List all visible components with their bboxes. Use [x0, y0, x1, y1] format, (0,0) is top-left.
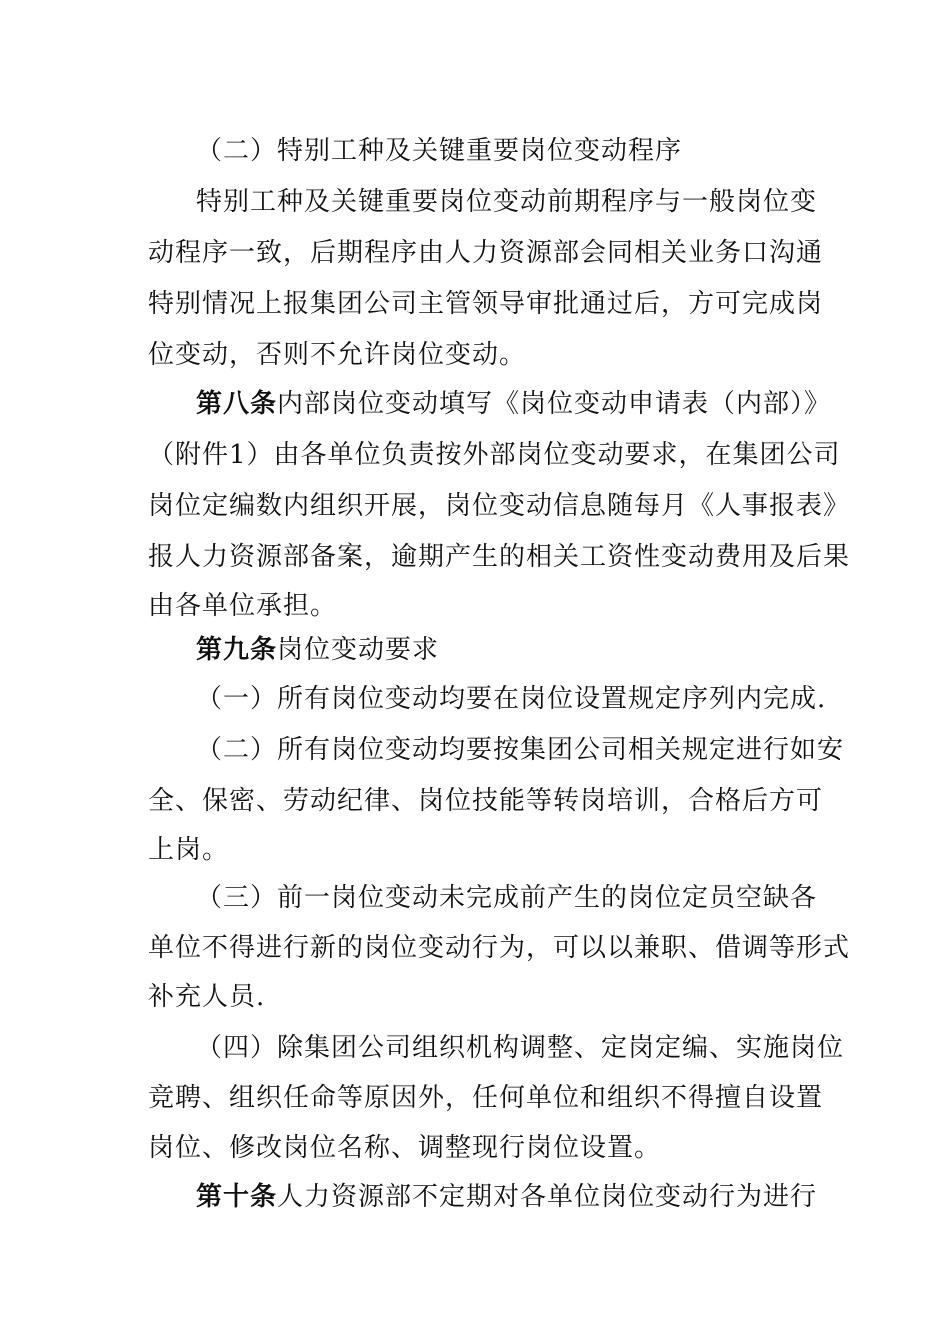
- article-eight-line: [196, 384, 832, 424]
- list-item-4: （四）除集团公司组织机构调整、定岗定编、实施岗位: [196, 1033, 845, 1063]
- list-item-3: （三）前一岗位变动未完成前产生的岗位定员空缺各: [196, 883, 818, 913]
- subheading-special-positions: （二）特别工种及关键重要岗位变动程序: [196, 136, 683, 166]
- list-item-1: （一）所有岗位变动均要在岗位设置规定序列内完成.: [196, 684, 827, 714]
- paragraph-line: 由各单位承担。: [148, 591, 338, 621]
- paragraph-line: 岗位定编数内组织开展，岗位变动信息随每月《人事报表》: [148, 491, 851, 521]
- paragraph-line: 全、保密、劳动纪律、岗位技能等转岗培训，合格后方可: [148, 786, 824, 816]
- paragraph-line: 单位不得进行新的岗位变动行为，可以以兼职、借调等形式: [148, 933, 851, 963]
- article-ten-line: [196, 1177, 818, 1217]
- article-ten-heading: 第十条: [196, 1182, 278, 1212]
- article-nine-text: 岗位变动要求: [277, 635, 440, 665]
- paragraph-line: 上岗。: [148, 835, 230, 865]
- paragraph-line: 补充人员.: [148, 982, 266, 1012]
- paragraph-line: 报人力资源部备案，逾期产生的相关工资性变动费用及后果: [148, 542, 851, 572]
- article-nine-line: [196, 630, 808, 670]
- article-nine-heading: 第九条: [196, 635, 278, 665]
- paragraph-line: 动程序一致，后期程序由人力资源部会同相关业务口沟通: [148, 238, 824, 268]
- paragraph-line: 位变动，否则不允许岗位变动。: [148, 340, 527, 370]
- paragraph-line: 特别情况上报集团公司主管领导审批通过后，方可完成岗: [148, 289, 824, 319]
- paragraph-line: （附件1）由各单位负责按外部岗位变动要求，在集团公司: [148, 440, 841, 470]
- article-ten-text: 人力资源部不定期对各单位岗位变动行为进行: [277, 1182, 818, 1212]
- article-eight-heading: 第八条: [196, 389, 278, 419]
- paragraph-line: 岗位、修改岗位名称、调整现行岗位设置。: [148, 1133, 662, 1163]
- article-eight-text: 内部岗位变动填写《岗位变动申请表（内部）》: [277, 389, 832, 419]
- list-item-2: （二）所有岗位变动均要按集团公司相关规定进行如安: [196, 735, 845, 765]
- paragraph-line: 竞聘、组织任命等原因外，任何单位和组织不得擅自设置: [148, 1083, 824, 1113]
- paragraph-line: 特别工种及关键重要岗位变动前期程序与一般岗位变: [196, 187, 818, 217]
